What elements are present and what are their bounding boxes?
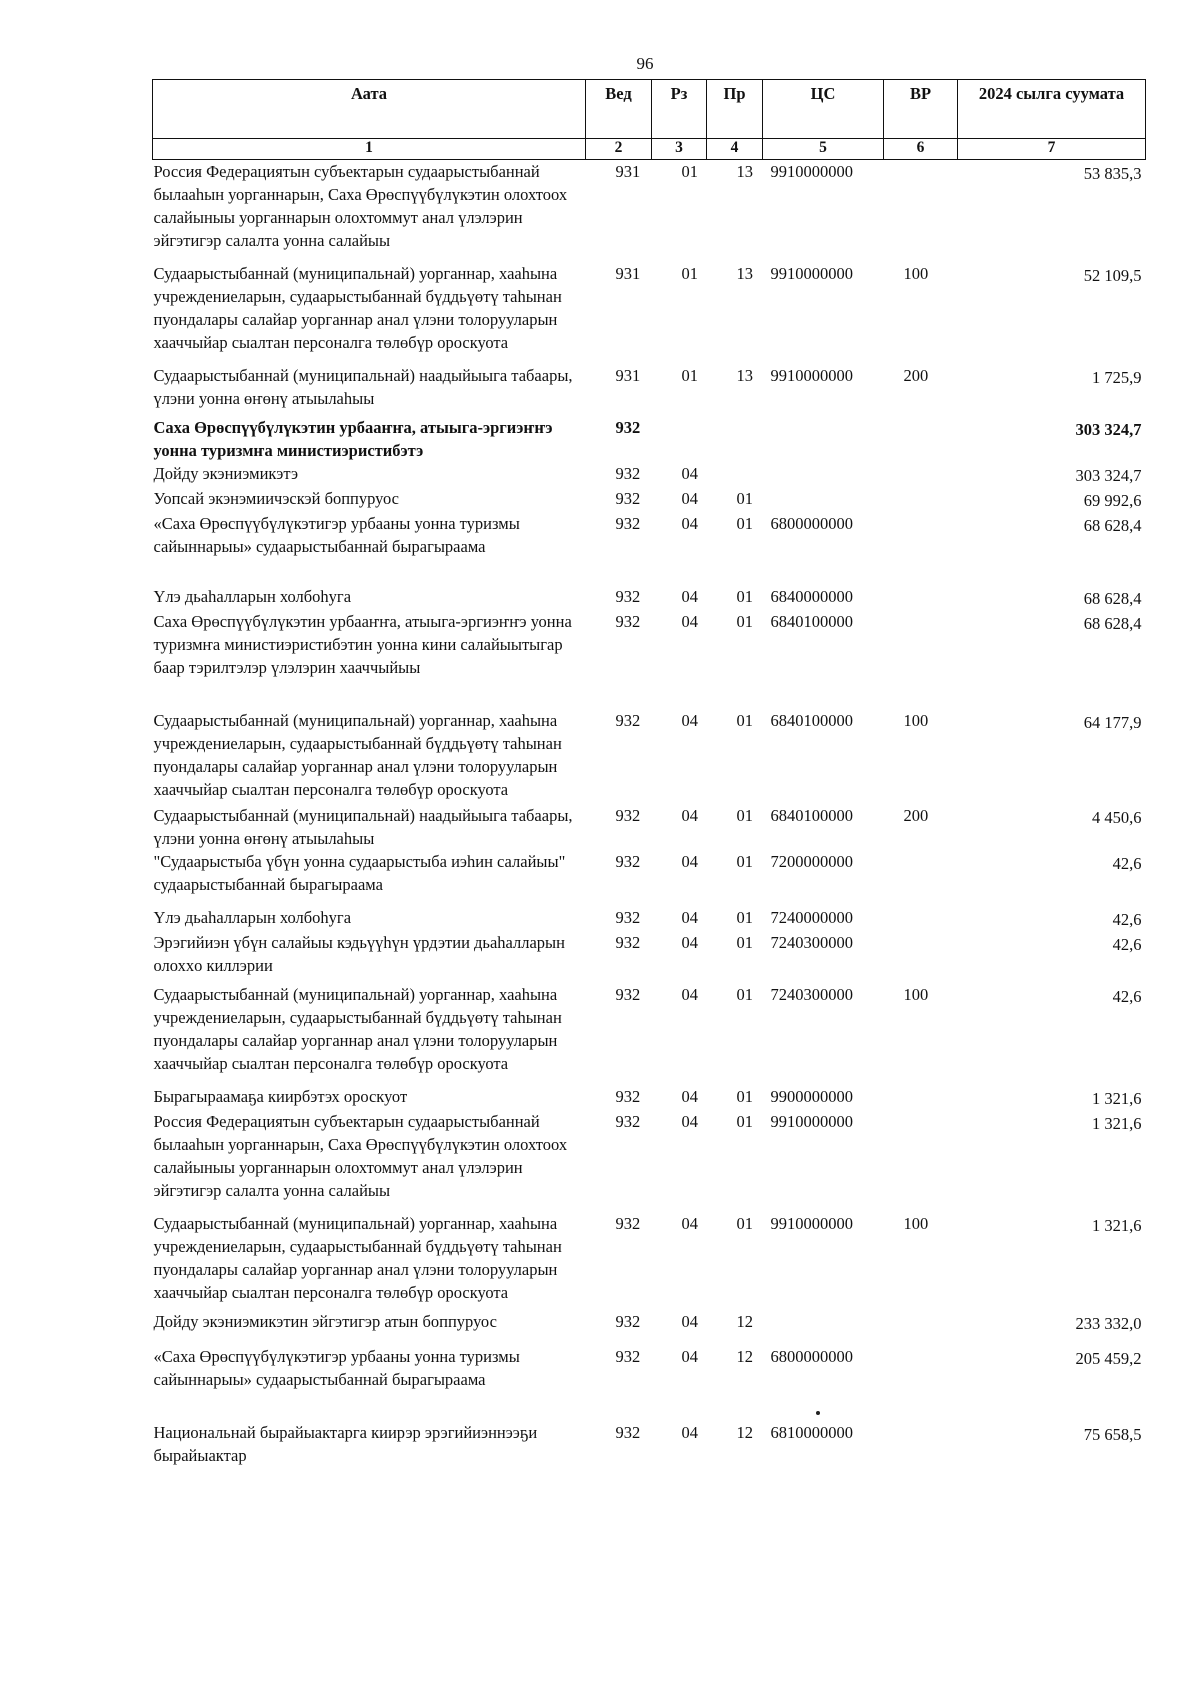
row-name: Россия Федерациятын субъектарын судаарыстыбаннай былааһын уорганнарын, Саха Өрөспүүбүлүкэтин олохтоох салайыныы уорганнарын олохтоммут анал үлэлэрин эйгэтигэр салалта уонна салайыы [153, 162, 568, 250]
column-number-row [153, 139, 1146, 160]
column-number: 2 [586, 139, 652, 160]
row-sum: 4 450,6 [1092, 808, 1142, 827]
row-ved: 931 [615, 264, 641, 283]
row-vr: 100 [903, 711, 929, 730]
row-pr: 01 [736, 1112, 753, 1131]
row-cs: 7200000000 [770, 852, 853, 871]
row-vr [884, 416, 958, 462]
row-pr: 01 [736, 489, 753, 508]
row-sum: 303 324,7 [1075, 466, 1142, 485]
row-ved: 932 [615, 933, 641, 952]
row-pr: 01 [736, 806, 753, 825]
row-pr: 01 [736, 908, 753, 927]
header-rz: Рз [652, 80, 707, 139]
table-row [153, 416, 1146, 462]
row-pr: 01 [736, 612, 753, 631]
row-name: Судаарыстыбаннай (муниципальнай) наадыйыыга табаары, үлэни уонна өҥөнү атыылаһыы [153, 366, 573, 408]
row-cs: 7240300000 [770, 985, 853, 1004]
column-number: 5 [763, 139, 884, 160]
row-vr: 200 [903, 366, 929, 385]
row-vr: 200 [903, 806, 929, 825]
row-rz: 04 [681, 464, 698, 483]
row-name: Судаарыстыбаннай (муниципальнай) уорганнар, хааһына учреждениеларын, судаарыстыбаннай бүддьүөтү таһынан пуондалары салайар уорганнар анал үлэни толорууларын хааччыйар сыалтан персоналга төлөбүр ороскуота [153, 264, 562, 352]
row-rz: 04 [681, 908, 698, 927]
row-rz: 01 [681, 162, 698, 181]
row-ved: 932 [615, 1423, 641, 1442]
row-pr [707, 462, 763, 487]
row-cs: 9910000000 [770, 162, 853, 181]
column-number: 7 [958, 139, 1146, 160]
column-number: 4 [707, 139, 763, 160]
row-ved: 932 [615, 1347, 641, 1366]
row-name: Саха Өрөспүүбүлүкэтин урбааҥҥа, атыыга-эргиэҥҥэ уонна туризмҥа министиэристибэтин уонна кини салайыытыгар баар тэрилтэлэр үлэлэрин хааччыйыы [153, 612, 572, 677]
row-pr: 01 [736, 587, 753, 606]
row-sum: 42,6 [1112, 935, 1142, 954]
row-ved: 932 [615, 852, 641, 871]
row-sum: 68 628,4 [1083, 589, 1142, 608]
table-row [153, 1345, 1146, 1421]
row-pr: 01 [736, 1214, 753, 1233]
table-row [153, 487, 1146, 512]
row-rz: 04 [681, 612, 698, 631]
row-cs: 9910000000 [770, 264, 853, 283]
row-vr: 100 [903, 264, 929, 283]
table-row [153, 610, 1146, 709]
row-rz: 01 [681, 366, 698, 385]
row-vr [884, 512, 958, 585]
row-pr: 01 [736, 985, 753, 1004]
row-vr [884, 1110, 958, 1212]
row-rz: 04 [681, 1312, 698, 1331]
row-ved: 932 [615, 612, 641, 631]
row-name: Үлэ дьаһалларын холбоһуга [153, 908, 352, 927]
row-name: Национальнай бырайыактарга киирэр эрэгийиэннээҕи бырайыактар [153, 1423, 538, 1465]
row-vr [884, 487, 958, 512]
row-name: Судаарыстыбаннай (муниципальнай) уорганнар, хааһына учреждениеларын, судаарыстыбаннай бүддьүөтү таһынан пуондалары салайар уорганнар анал үлэни толорууларын хааччыйар сыалтан персоналга төлөбүр ороскуота [153, 985, 562, 1073]
header-ved: Вед [586, 80, 652, 139]
row-sum: 69 992,6 [1083, 491, 1142, 510]
header-name: Аата [153, 80, 586, 139]
row-ved: 932 [615, 1087, 641, 1106]
row-pr [707, 416, 763, 462]
row-cs: 9900000000 [770, 1087, 853, 1106]
row-vr [884, 906, 958, 931]
row-sum: 205 459,2 [1075, 1349, 1142, 1368]
row-rz: 04 [681, 1112, 698, 1131]
row-cs: 9910000000 [770, 1214, 853, 1233]
row-vr: 100 [903, 1214, 929, 1233]
row-rz: 04 [681, 1087, 698, 1106]
row-rz: 04 [681, 489, 698, 508]
row-rz: 01 [681, 264, 698, 283]
row-name: Бырагыраамаҕа киирбэтэх ороскуот [153, 1087, 408, 1106]
row-pr: 13 [736, 264, 753, 283]
row-rz: 04 [681, 806, 698, 825]
table-row [153, 512, 1146, 585]
row-name: Эрэгийиэн үбүн салайыы кэдьүүһүн үрдэтии дьаһалларын олохxо киллэрии [153, 933, 565, 975]
row-cs: 6800000000 [770, 514, 853, 533]
row-vr [884, 585, 958, 610]
row-rz: 04 [681, 587, 698, 606]
row-ved: 932 [615, 489, 641, 508]
column-number: 6 [884, 139, 958, 160]
table-row [153, 906, 1146, 931]
row-ved: 932 [615, 908, 641, 927]
row-name: Үлэ дьаһалларын холбоһуга [153, 587, 352, 606]
row-sum: 68 628,4 [1083, 516, 1142, 535]
row-name: "Судаарыстыба үбүн уонна судаарыстыба иэһин салайыы" судаарыстыбаннай бырагыраама [153, 852, 566, 894]
table-row [153, 804, 1146, 850]
row-cs: 6840000000 [770, 587, 853, 606]
table-row [153, 364, 1146, 416]
row-ved: 932 [615, 1312, 641, 1331]
row-sum: 53 835,3 [1083, 164, 1142, 183]
row-vr [884, 1421, 958, 1467]
header-pr: Пр [707, 80, 763, 139]
row-vr [884, 1085, 958, 1110]
row-ved: 932 [615, 806, 641, 825]
header-cs: ЦС [763, 80, 884, 139]
row-ved: 932 [615, 711, 641, 730]
row-ved: 932 [615, 514, 641, 533]
row-ved: 932 [615, 418, 641, 437]
row-cs [763, 462, 884, 487]
row-sum: 42,6 [1112, 854, 1142, 873]
row-sum: 75 658,5 [1083, 1425, 1142, 1444]
row-rz: 04 [681, 514, 698, 533]
row-rz: 04 [681, 852, 698, 871]
row-name: Судаарыстыбаннай (муниципальнай) наадыйыыга табаары, үлэни уонна өҥөнү атыылаһыы [153, 806, 573, 848]
row-pr: 13 [736, 162, 753, 181]
column-number: 3 [652, 139, 707, 160]
table-body [153, 160, 1146, 1468]
table-row [153, 1110, 1146, 1212]
row-ved: 931 [615, 366, 641, 385]
row-sum: 68 628,4 [1083, 614, 1142, 633]
row-sum: 233 332,0 [1075, 1314, 1142, 1333]
row-cs [763, 487, 884, 512]
row-name: Судаарыстыбаннай (муниципальнай) уорганнар, хааһына учреждениеларын, судаарыстыбаннай бүддьүөтү таһынан пуондалары салайар уорганнар анал үлэни толорууларын хааччыйар сыалтан персоналга төлөбүр ороскуота [153, 1214, 562, 1302]
row-pr: 12 [736, 1312, 753, 1331]
table-row [153, 585, 1146, 610]
row-vr [884, 850, 958, 906]
row-ved: 932 [615, 464, 641, 483]
row-cs: 6840100000 [770, 806, 853, 825]
row-sum: 1 321,6 [1092, 1089, 1142, 1108]
row-sum: 64 177,9 [1083, 713, 1142, 732]
table-row [153, 850, 1146, 906]
row-pr: 01 [736, 852, 753, 871]
row-cs: 9910000000 [770, 1112, 853, 1131]
row-name: Саха Өрөспүүбүлүкэтин урбааҥҥа, атыыга-эргиэҥҥэ уонна туризмҥа министиэристибэтэ [153, 418, 553, 460]
row-sum: 1 725,9 [1092, 368, 1142, 387]
row-name: Дойду экэниэмикэтэ [153, 464, 299, 483]
row-sum: 303 324,7 [1075, 420, 1142, 439]
row-ved: 932 [615, 985, 641, 1004]
row-vr: 100 [903, 985, 929, 1004]
row-vr [884, 462, 958, 487]
row-pr: 13 [736, 366, 753, 385]
header-sum: 2024 сылга суумата [958, 80, 1146, 139]
row-name: «Саха Өрөспүүбүлүкэтигэр урбааны уонна туризмы сайыннарыы» судаарыстыбаннай бырагыраама [153, 1347, 520, 1389]
row-rz: 04 [681, 1423, 698, 1442]
table-row [153, 983, 1146, 1085]
row-pr: 12 [736, 1347, 753, 1366]
table-row [153, 160, 1146, 263]
row-cs [763, 1310, 884, 1345]
row-cs: 6810000000 [770, 1423, 853, 1442]
table-row [153, 462, 1146, 487]
row-cs: 7240000000 [770, 908, 853, 927]
row-ved: 932 [615, 1214, 641, 1233]
row-rz: 04 [681, 985, 698, 1004]
page-number: 96 [636, 54, 654, 73]
row-name: Судаарыстыбаннай (муниципальнай) уорганнар, хааһына учреждениеларын, судаарыстыбаннай бүддьүөтү таһынан пуондалары салайар уорганнар анал үлэни толорууларын хааччыйар сыалтан персоналга төлөбүр ороскуота [153, 711, 562, 799]
row-cs: 6840100000 [770, 711, 853, 730]
row-name: Уопсай экэнэмиичэскэй боппуруос [153, 489, 399, 508]
table-header-row [153, 80, 1146, 139]
row-name: Дойду экэниэмикэтин эйгэтигэр атын боппуруос [153, 1312, 497, 1331]
row-pr: 01 [736, 1087, 753, 1106]
row-vr [884, 1310, 958, 1345]
table-row [153, 1085, 1146, 1110]
row-ved: 931 [615, 162, 641, 181]
table-row [153, 931, 1146, 983]
row-rz [652, 416, 707, 462]
table-row [153, 709, 1146, 804]
row-cs: 6840100000 [770, 612, 853, 631]
scan-dot [816, 1411, 820, 1415]
table-row [153, 1212, 1146, 1310]
row-sum: 1 321,6 [1092, 1114, 1142, 1133]
column-number: 1 [153, 139, 586, 160]
row-sum: 42,6 [1112, 987, 1142, 1006]
table-row [153, 1310, 1146, 1345]
row-rz: 04 [681, 1347, 698, 1366]
row-pr: 01 [736, 514, 753, 533]
row-vr [884, 931, 958, 983]
table-row [153, 262, 1146, 364]
row-ved: 932 [615, 587, 641, 606]
row-rz: 04 [681, 1214, 698, 1233]
table-row [153, 1421, 1146, 1467]
budget-table [152, 79, 1146, 1467]
row-cs: 6800000000 [770, 1347, 853, 1366]
row-sum: 52 109,5 [1083, 266, 1142, 285]
header-vr: ВР [884, 80, 958, 139]
row-cs [763, 416, 884, 462]
row-vr [884, 610, 958, 709]
row-rz: 04 [681, 711, 698, 730]
row-pr: 01 [736, 711, 753, 730]
row-vr [884, 160, 958, 263]
row-sum: 42,6 [1112, 910, 1142, 929]
row-cs: 9910000000 [770, 366, 853, 385]
row-name: «Саха Өрөспүүбүлүкэтигэр урбааны уонна туризмы сайыннарыы» судаарыстыбаннай бырагыраама [153, 514, 520, 556]
row-pr: 01 [736, 933, 753, 952]
row-cs: 7240300000 [770, 933, 853, 952]
row-ved: 932 [615, 1112, 641, 1131]
row-name: Россия Федерациятын субъектарын судаарыстыбаннай былааһын уорганнарын, Саха Өрөспүүбүлүкэтин олохтоох салайыныы уорганнарын олохтоммут анал үлэлэрин эйгэтигэр салалта уонна салайыы [153, 1112, 568, 1200]
row-sum: 1 321,6 [1092, 1216, 1142, 1235]
row-rz: 04 [681, 933, 698, 952]
row-pr: 12 [736, 1423, 753, 1442]
row-vr [884, 1345, 958, 1421]
